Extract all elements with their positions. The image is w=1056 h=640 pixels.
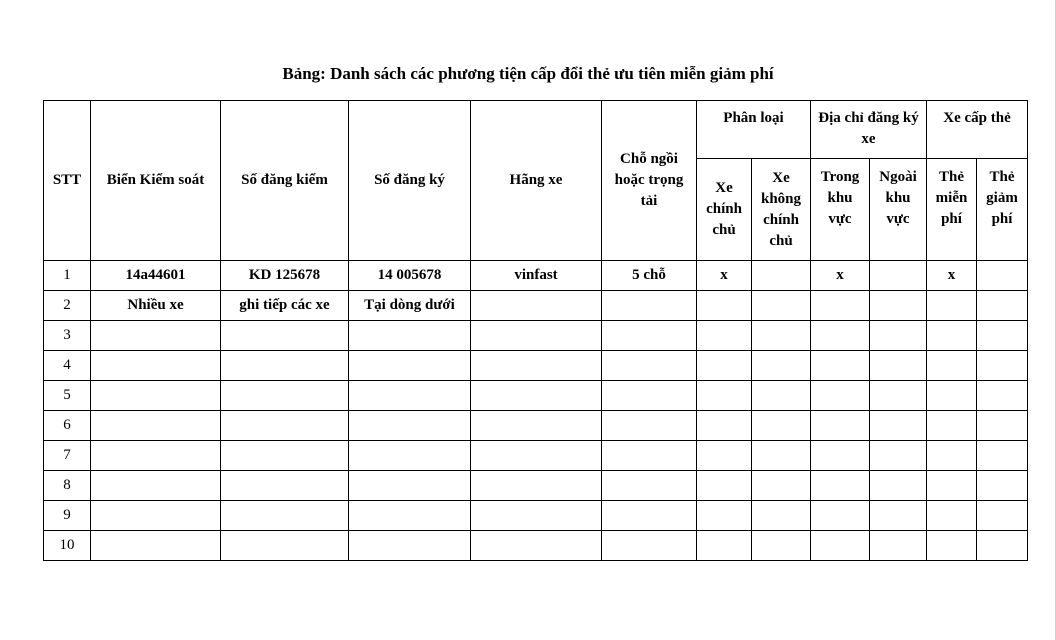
cell-ngoai-khu-vuc (870, 531, 927, 561)
cell-bien-kiem-soat (91, 411, 221, 441)
cell-xe-khong-chinh-chu (752, 291, 811, 321)
cell-the-giam-phi (977, 321, 1028, 351)
cell-the-mien-phi (927, 531, 977, 561)
table-row (44, 261, 1028, 291)
header-xe-cap-the: Xe cấp thẻ (927, 101, 1028, 159)
cell-stt: 4 (44, 351, 91, 381)
cell-bien-kiem-soat (91, 351, 221, 381)
header-the-giam-phi: Thẻ giảm phí (977, 159, 1028, 261)
header-dia-chi: Địa chỉ đăng ký xe (811, 101, 927, 159)
cell-hang-xe (471, 531, 602, 561)
cell-ngoai-khu-vuc (870, 501, 927, 531)
table-row (44, 441, 1028, 471)
cell-ngoai-khu-vuc (870, 411, 927, 441)
cell-xe-khong-chinh-chu (752, 411, 811, 441)
cell-xe-chinh-chu (697, 291, 752, 321)
header-stt: STT (44, 101, 91, 261)
cell-so-dang-ky (349, 321, 471, 351)
cell-cho-ngoi (602, 441, 697, 471)
table-row (44, 501, 1028, 531)
table-row (44, 291, 1028, 321)
cell-stt: 6 (44, 411, 91, 441)
header-cho-ngoi: Chỗ ngồi hoặc trọng tải (602, 101, 697, 261)
cell-the-mien-phi (927, 381, 977, 411)
cell-xe-khong-chinh-chu (752, 531, 811, 561)
cell-trong-khu-vuc (811, 411, 870, 441)
cell-trong-khu-vuc (811, 351, 870, 381)
cell-so-dang-kiem: ghi tiếp các xe (221, 291, 349, 321)
cell-trong-khu-vuc (811, 471, 870, 501)
cell-xe-khong-chinh-chu (752, 501, 811, 531)
cell-stt: 10 (44, 531, 91, 561)
cell-trong-khu-vuc (811, 531, 870, 561)
vehicle-table (43, 100, 1028, 561)
cell-so-dang-ky (349, 411, 471, 441)
cell-cho-ngoi (602, 381, 697, 411)
cell-the-giam-phi (977, 291, 1028, 321)
header-xe-khong-chinh-chu: Xe không chính chủ (752, 159, 811, 261)
cell-xe-khong-chinh-chu (752, 381, 811, 411)
cell-ngoai-khu-vuc (870, 261, 927, 291)
cell-so-dang-ky: Tại dòng dưới (349, 291, 471, 321)
header-the-mien-phi: Thẻ miễn phí (927, 159, 977, 261)
cell-the-mien-phi (927, 501, 977, 531)
cell-so-dang-ky (349, 381, 471, 411)
cell-xe-chinh-chu (697, 441, 752, 471)
cell-the-giam-phi (977, 531, 1028, 561)
cell-the-mien-phi: x (927, 261, 977, 291)
cell-so-dang-ky (349, 441, 471, 471)
table-row (44, 321, 1028, 351)
cell-ngoai-khu-vuc (870, 351, 927, 381)
cell-the-mien-phi (927, 291, 977, 321)
cell-cho-ngoi (602, 471, 697, 501)
cell-xe-chinh-chu (697, 351, 752, 381)
cell-bien-kiem-soat: Nhiều xe (91, 291, 221, 321)
cell-cho-ngoi: 5 chỗ (602, 261, 697, 291)
cell-so-dang-ky: 14 005678 (349, 261, 471, 291)
table-row (44, 411, 1028, 441)
cell-so-dang-ky (349, 531, 471, 561)
cell-hang-xe (471, 441, 602, 471)
cell-trong-khu-vuc (811, 291, 870, 321)
table-row (44, 531, 1028, 561)
cell-stt: 2 (44, 291, 91, 321)
cell-stt: 1 (44, 261, 91, 291)
header-xe-chinh-chu: Xe chính chủ (697, 159, 752, 261)
cell-bien-kiem-soat: 14a44601 (91, 261, 221, 291)
header-so-dang-kiem: Số đăng kiểm (221, 101, 349, 261)
table-row (44, 471, 1028, 501)
cell-the-giam-phi (977, 441, 1028, 471)
cell-hang-xe (471, 291, 602, 321)
cell-hang-xe (471, 501, 602, 531)
cell-the-giam-phi (977, 471, 1028, 501)
cell-xe-khong-chinh-chu (752, 351, 811, 381)
cell-hang-xe (471, 351, 602, 381)
cell-xe-khong-chinh-chu (752, 321, 811, 351)
cell-stt: 9 (44, 501, 91, 531)
cell-hang-xe (471, 411, 602, 441)
cell-ngoai-khu-vuc (870, 441, 927, 471)
cell-the-giam-phi (977, 501, 1028, 531)
header-phan-loai: Phân loại (697, 101, 811, 159)
cell-ngoai-khu-vuc (870, 381, 927, 411)
cell-ngoai-khu-vuc (870, 321, 927, 351)
cell-cho-ngoi (602, 501, 697, 531)
cell-bien-kiem-soat (91, 441, 221, 471)
cell-hang-xe (471, 381, 602, 411)
cell-xe-chinh-chu: x (697, 261, 752, 291)
cell-bien-kiem-soat (91, 471, 221, 501)
cell-the-mien-phi (927, 471, 977, 501)
cell-so-dang-kiem (221, 471, 349, 501)
cell-so-dang-kiem (221, 351, 349, 381)
cell-cho-ngoi (602, 411, 697, 441)
table-row (44, 351, 1028, 381)
cell-cho-ngoi (602, 321, 697, 351)
cell-hang-xe: vinfast (471, 261, 602, 291)
cell-the-mien-phi (927, 321, 977, 351)
cell-stt: 5 (44, 381, 91, 411)
cell-so-dang-kiem (221, 531, 349, 561)
cell-xe-khong-chinh-chu (752, 441, 811, 471)
cell-trong-khu-vuc (811, 501, 870, 531)
table-row (44, 381, 1028, 411)
cell-xe-khong-chinh-chu (752, 261, 811, 291)
cell-xe-chinh-chu (697, 321, 752, 351)
cell-so-dang-kiem (221, 321, 349, 351)
cell-so-dang-kiem (221, 381, 349, 411)
cell-the-giam-phi (977, 411, 1028, 441)
cell-so-dang-kiem (221, 501, 349, 531)
cell-xe-chinh-chu (697, 411, 752, 441)
cell-trong-khu-vuc (811, 321, 870, 351)
header-bien-kiem-soat: Biển Kiểm soát (91, 101, 221, 261)
cell-stt: 7 (44, 441, 91, 471)
cell-bien-kiem-soat (91, 501, 221, 531)
cell-so-dang-kiem (221, 411, 349, 441)
cell-bien-kiem-soat (91, 381, 221, 411)
cell-xe-khong-chinh-chu (752, 471, 811, 501)
cell-so-dang-kiem (221, 441, 349, 471)
cell-hang-xe (471, 321, 602, 351)
cell-xe-chinh-chu (697, 501, 752, 531)
cell-so-dang-ky (349, 501, 471, 531)
cell-bien-kiem-soat (91, 531, 221, 561)
cell-bien-kiem-soat (91, 321, 221, 351)
cell-cho-ngoi (602, 351, 697, 381)
cell-the-mien-phi (927, 441, 977, 471)
cell-the-giam-phi (977, 381, 1028, 411)
cell-ngoai-khu-vuc (870, 471, 927, 501)
table-title: Bảng: Danh sách các phương tiện cấp đổi thẻ ưu tiên miễn giảm phí (282, 64, 774, 83)
header-so-dang-ky: Số đăng ký (349, 101, 471, 261)
cell-cho-ngoi (602, 531, 697, 561)
cell-trong-khu-vuc (811, 381, 870, 411)
header-trong-khu-vuc: Trong khu vực (811, 159, 870, 261)
cell-the-mien-phi (927, 411, 977, 441)
cell-stt: 3 (44, 321, 91, 351)
cell-xe-chinh-chu (697, 531, 752, 561)
cell-so-dang-kiem: KD 125678 (221, 261, 349, 291)
cell-trong-khu-vuc (811, 441, 870, 471)
cell-the-giam-phi (977, 351, 1028, 381)
header-ngoai-khu-vuc: Ngoài khu vực (870, 159, 927, 261)
cell-hang-xe (471, 471, 602, 501)
cell-ngoai-khu-vuc (870, 291, 927, 321)
cell-the-mien-phi (927, 351, 977, 381)
cell-xe-chinh-chu (697, 471, 752, 501)
cell-the-giam-phi (977, 261, 1028, 291)
cell-cho-ngoi (602, 291, 697, 321)
cell-so-dang-ky (349, 471, 471, 501)
header-hang-xe: Hãng xe (471, 101, 602, 261)
cell-stt: 8 (44, 471, 91, 501)
cell-xe-chinh-chu (697, 381, 752, 411)
cell-so-dang-ky (349, 351, 471, 381)
cell-trong-khu-vuc: x (811, 261, 870, 291)
